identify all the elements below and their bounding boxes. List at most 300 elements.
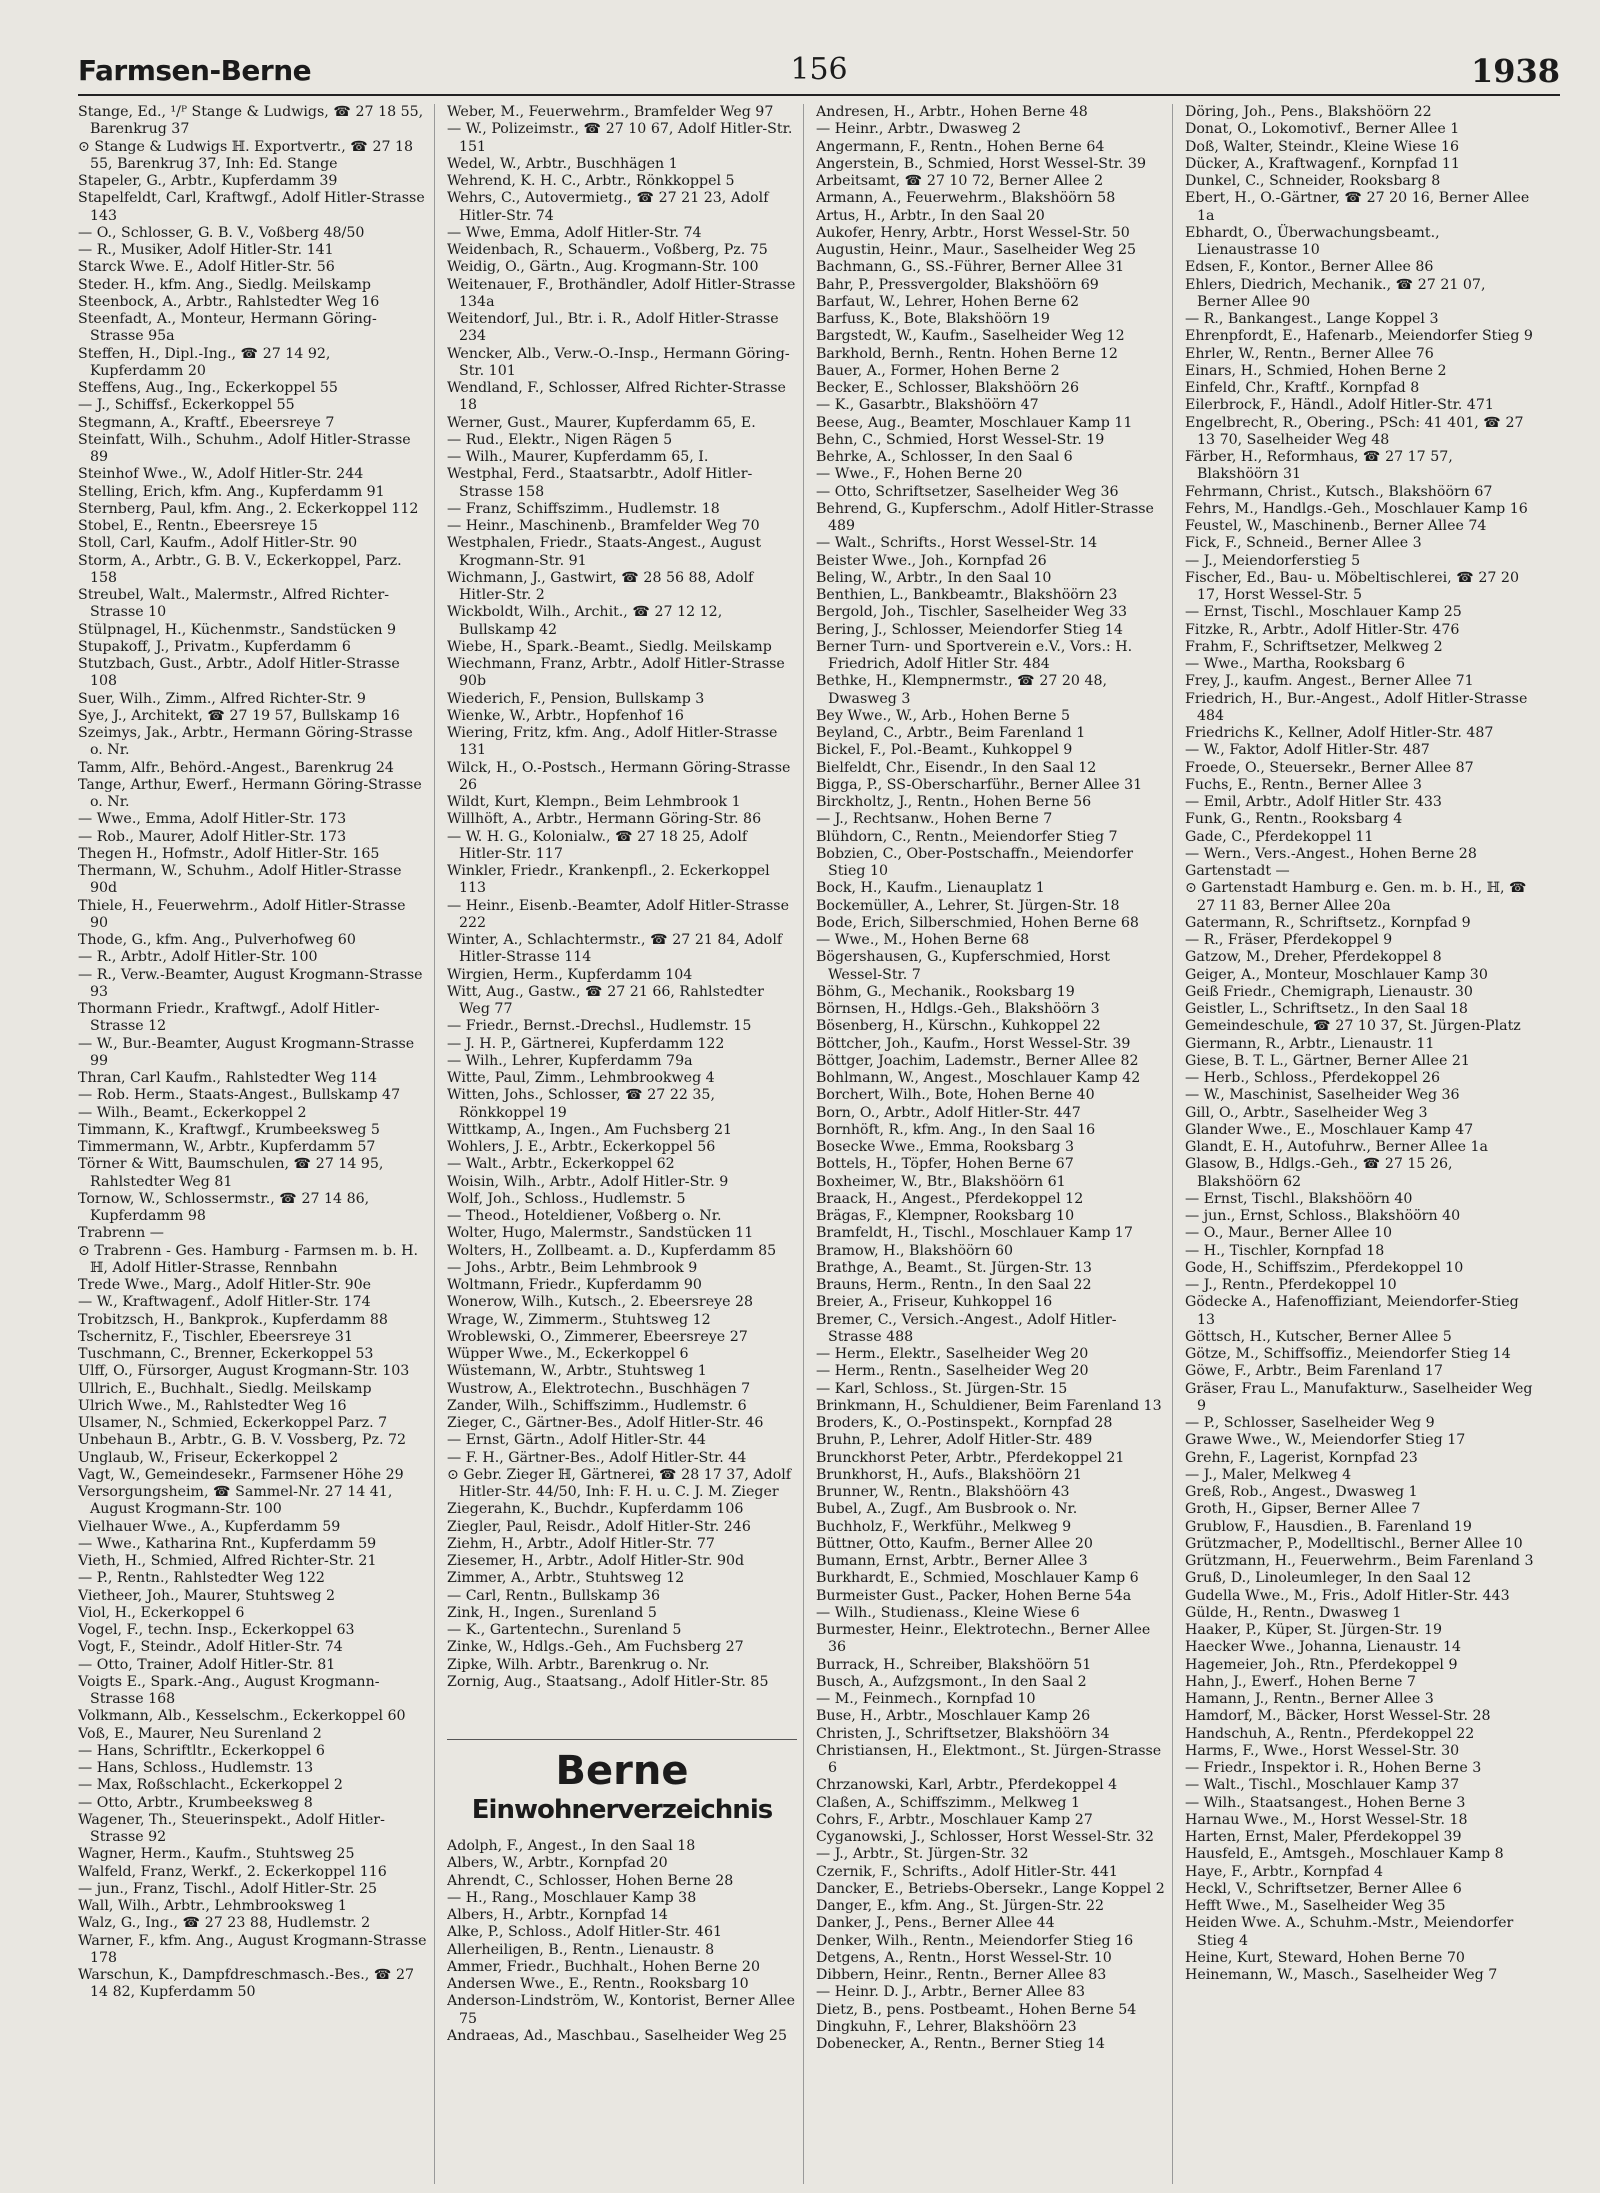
directory-entry: — W., Faktor, Adolf Hitler-Str. 487 [1185, 742, 1430, 759]
directory-entry: Bock, H., Kaufm., Lienauplatz 1 [816, 880, 1045, 897]
directory-entry: Busch, A., Aufzgsmont., In den Saal 2 [816, 1673, 1087, 1690]
directory-entry: Wustrow, A., Elektrotechn., Buschhägen 7 [447, 1380, 751, 1397]
directory-entry: Brunkhorst, H., Aufs., Blakshöörn 21 [816, 1466, 1082, 1483]
directory-entry: Stapelfeldt, Carl, Kraftwgf., Adolf Hitler-Strasse 143 [78, 190, 425, 224]
section-subtitle: Einwohnerverzeichnis [471, 1795, 773, 1825]
directory-entry: Bethke, H., Klempnermstr., ☎ 27 20 48, Dwasweg 3 [816, 673, 1108, 707]
directory-entry: Frahm, F., Schriftsetzer, Melkweg 2 [1185, 638, 1443, 655]
directory-entry: Thran, Carl Kaufm., Rahlstedter Weg 114 [78, 1070, 378, 1086]
directory-entry: Wohlers, J. E., Arbtr., Eckerkoppel 56 [447, 1139, 716, 1155]
directory-entry: Benthien, L., Bankbeamtr., Blakshöörn 23 [816, 587, 1118, 603]
directory-entry: — Ernst, Gärtn., Adolf Hitler-Str. 44 [447, 1432, 706, 1449]
directory-entry: Bode, Erich, Silberschmied, Hohen Berne 68 [816, 914, 1139, 931]
directory-entry: Alke, P., Schloss., Adolf Hitler-Str. 461 [447, 1924, 722, 1941]
directory-entry: — Max, Roßschlacht., Eckerkoppel 2 [78, 1777, 343, 1794]
page-number: 156 [790, 52, 848, 87]
directory-entry: Wiederich, F., Pension, Bullskamp 3 [447, 690, 705, 707]
directory-entry: Heiden Wwe. A., Schuhm.-Mstr., Meiendorfer Stieg 4 [1185, 1915, 1514, 1949]
directory-entry: Groth, H., Gipser, Berner Allee 7 [1185, 1501, 1421, 1518]
directory-entry: Buchholz, F., Werkführ., Melkweg 9 [816, 1518, 1072, 1535]
directory-entry: — Friedr., Inspektor i. R., Hohen Berne 3 [1185, 1760, 1482, 1776]
directory-entry: Wendland, F., Schlosser, Alfred Richter-Strasse 18 [447, 380, 786, 414]
directory-entry: Edsen, F., Kontor., Berner Allee 86 [1185, 259, 1434, 276]
page-year: 1938 [1470, 52, 1560, 90]
directory-entry: Törner & Witt, Baumschulen, ☎ 27 14 95, Rahlstedter Weg 81 [78, 1156, 384, 1190]
directory-entry: Zimmer, A., Arbtr., Stuhtsweg 12 [447, 1570, 685, 1587]
directory-entry: Färber, H., Reformhaus, ☎ 27 17 57, Blakshöörn 31 [1185, 449, 1453, 483]
directory-entry: — J., Rentn., Pferdekoppel 10 [1185, 1277, 1397, 1293]
section-heading [447, 1739, 797, 1826]
directory-entry: Albers, H., Arbtr., Kornpfad 14 [447, 1907, 668, 1923]
directory-entry: — P., Rentn., Rahlstedter Weg 122 [78, 1570, 325, 1587]
directory-entry: Gatzow, M., Dreher, Pferdekoppel 8 [1185, 949, 1442, 966]
directory-entry: Burmeister Gust., Packer, Hohen Berne 54a [816, 1587, 1132, 1604]
directory-entry: Ziegler, Paul, Reisdr., Adolf Hitler-Str. 246 [447, 1518, 751, 1535]
directory-entry: Wagner, Herm., Kaufm., Stuhtsweg 25 [78, 1846, 355, 1863]
directory-entry: — Rob., Maurer, Adolf Hitler-Str. 173 [78, 828, 347, 845]
directory-entry: Brunckhorst Peter, Arbtr., Pferdekoppel 21 [816, 1449, 1125, 1466]
directory-entry: Fuchs, E., Rentn., Berner Allee 3 [1185, 776, 1422, 793]
directory-entry: Vietheer, Joh., Maurer, Stuhtsweg 2 [78, 1587, 336, 1604]
directory-entry: Danker, J., Pens., Berner Allee 44 [816, 1915, 1055, 1932]
directory-entry: Buse, H., Arbtr., Moschlauer Kamp 26 [816, 1708, 1091, 1725]
directory-entry: — Wilh., Staatsangest., Hohen Berne 3 [1185, 1794, 1466, 1811]
directory-entry: Ammer, Friedr., Buchhalt., Hohen Berne 20 [447, 1958, 760, 1975]
directory-entry: Stange, Ed., ¹/ᴾ Stange & Ludwigs, ☎ 27 18 55, Barenkrug 37 [78, 104, 424, 138]
directory-entry: Doß, Walter, Steindr., Kleine Wiese 16 [1185, 138, 1460, 155]
directory-entry: Burkhardt, E., Schmied, Moschlauer Kamp 6 [816, 1570, 1139, 1587]
directory-entry: Gräser, Frau L., Manufakturw., Saselheider Weg 9 [1185, 1380, 1533, 1414]
directory-entry: Göwe, F., Arbtr., Beim Farenland 17 [1185, 1363, 1443, 1380]
directory-entry: Gade, C., Pferdekoppel 11 [1185, 828, 1374, 845]
directory-entry: Zipke, Wilh. Arbtr., Barenkrug o. Nr. [447, 1656, 710, 1673]
directory-entry: Bauer, A., Former, Hohen Berne 2 [816, 362, 1060, 379]
directory-entry: Steenbock, A., Arbtr., Rahlstedter Weg 16 [78, 293, 380, 310]
directory-entry: — Ernst, Tischl., Blakshöörn 40 [1185, 1190, 1413, 1207]
directory-column-3 [816, 104, 1173, 2184]
directory-entry: Burmester, Heinr., Elektrotechn., Berner Allee 36 [816, 1622, 1151, 1656]
directory-entry: Woltmann, Friedr., Kupferdamm 90 [447, 1277, 702, 1293]
directory-entry: Armann, A., Feuerwehrm., Blakshöörn 58 [816, 190, 1116, 207]
directory-entry: Bramow, H., Blakshöörn 60 [816, 1242, 1014, 1259]
directory-entry: Steinhof Wwe., W., Adolf Hitler-Str. 244 [78, 466, 364, 483]
directory-entry: Giermann, R., Arbtr., Lienaustr. 11 [1185, 1035, 1435, 1052]
directory-entry: — J., Rechtsanw., Hohen Berne 7 [816, 811, 1053, 828]
directory-entry: Glandt, E. H., Autofuhrw., Berner Allee 1a [1185, 1139, 1489, 1155]
directory-entry: — Wilh., Studienass., Kleine Wiese 6 [816, 1604, 1080, 1621]
directory-entry: Viol, H., Eckerkoppel 6 [78, 1604, 245, 1621]
directory-entry: Becker, E., Schlosser, Blakshöörn 26 [816, 380, 1079, 396]
directory-entry: — Wilh., Beamt., Eckerkoppel 2 [78, 1104, 307, 1121]
directory-entry: — H., Tischler, Kornpfad 18 [1185, 1242, 1385, 1259]
directory-entry: Fick, F., Schneid., Berner Allee 3 [1185, 535, 1422, 552]
directory-entry: Ziehm, H., Arbtr., Adolf Hitler-Str. 77 [447, 1535, 715, 1552]
directory-entry: Suer, Wilh., Zimm., Alfred Richter-Str. 9 [78, 690, 366, 707]
directory-entry: Trabrenn — [78, 1225, 164, 1242]
directory-entry: Barfuss, K., Bote, Blakshöörn 19 [816, 311, 1050, 327]
directory-entry: Wüpper Wwe., M., Eckerkoppel 6 [447, 1346, 689, 1362]
directory-entry: Gruß, D., Linoleumleger, In den Saal 12 [1185, 1570, 1472, 1587]
directory-entry: Geistler, L., Schriftsetz., In den Saal 18 [1185, 1001, 1468, 1017]
directory-entry: Wirgien, Herm., Kupferdamm 104 [447, 966, 693, 983]
directory-entry: ⊙ Gebr. Zieger ℍ, Gärtnerei, ☎ 28 17 37, Adolf Hitler-Str. 44/50, Inh: F. H. u. C. J. M. Zieger [447, 1466, 792, 1500]
directory-entry: Timmann, K., Kraftwgf., Krumbeeksweg 5 [78, 1121, 380, 1138]
directory-entry: Detgens, A., Rentn., Horst Wessel-Str. 10 [816, 1949, 1112, 1966]
directory-entry: — H., Rang., Moschlauer Kamp 38 [447, 1889, 697, 1906]
directory-entry: Steinfatt, Wilh., Schuhm., Adolf Hitler-Strasse 89 [78, 431, 411, 465]
directory-entry: Geiger, A., Monteur, Moschlauer Kamp 30 [1185, 966, 1488, 983]
directory-entry: — Herm., Rentn., Saselheider Weg 20 [816, 1363, 1089, 1380]
directory-entry: — Wwe., Emma, Adolf Hitler-Str. 173 [78, 811, 347, 828]
directory-entry: — Wwe., F., Hohen Berne 20 [816, 466, 1023, 483]
directory-entry: Beyland, C., Arbtr., Beim Farenland 1 [816, 725, 1086, 741]
page-header-place: Farmsen-Berne [78, 54, 312, 87]
directory-entry: — M., Feinmech., Kornpfad 10 [816, 1691, 1036, 1707]
directory-entry: Aukofer, Henry, Arbtr., Horst Wessel-Str. 50 [816, 224, 1130, 241]
directory-entry: Gatermann, R., Schriftsetz., Kornpfad 9 [1185, 914, 1471, 931]
directory-entry: Andersen Wwe., E., Rentn., Rooksbarg 10 [447, 1976, 749, 1992]
directory-entry: Gemeindeschule, ☎ 27 10 37, St. Jürgen-Platz [1185, 1018, 1521, 1035]
directory-entry: Winkler, Friedr., Krankenpfl., 2. Eckerkoppel 113 [447, 863, 770, 897]
directory-entry: Warner, F., kfm. Ang., August Krogmann-Strasse 178 [78, 1932, 427, 1966]
directory-entry: — Walt., Tischl., Moschlauer Kamp 37 [1185, 1777, 1460, 1794]
directory-entry: Haye, F., Arbtr., Kornpfad 4 [1185, 1863, 1384, 1880]
directory-entry: Hahn, J., Ewerf., Hohen Berne 7 [1185, 1673, 1416, 1690]
column-2-entries [447, 104, 797, 1691]
directory-entry: — jun., Franz, Tischl., Adolf Hitler-Str. 25 [78, 1880, 378, 1897]
directory-entry: Beling, W., Arbtr., In den Saal 10 [816, 569, 1052, 586]
directory-entry: Ebert, H., O.-Gärtner, ☎ 27 20 16, Berner Allee 1a [1185, 190, 1530, 224]
directory-entry: Geiß Friedr., Chemigraph, Lienaustr. 30 [1185, 983, 1473, 1000]
directory-entry: — Heinr., Arbtr., Dwasweg 2 [816, 121, 1021, 138]
directory-entry: Vogel, F., techn. Insp., Eckerkoppel 63 [78, 1622, 355, 1638]
directory-column-4 [1185, 104, 1541, 2184]
directory-entry: Hausfeld, E., Amtsgeh., Moschlauer Kamp 8 [1185, 1846, 1504, 1863]
directory-entry: Böttcher, Joh., Kaufm., Horst Wessel-Str. 39 [816, 1035, 1131, 1052]
directory-entry: — Heinr. D. J., Arbtr., Berner Allee 83 [816, 1984, 1086, 2001]
directory-entry: Andraeas, Ad., Maschbau., Saselheider Weg 25 [447, 2027, 787, 2044]
directory-entry: Brathge, A., Beamt., St. Jürgen-Str. 13 [816, 1259, 1092, 1276]
directory-entry: Bahr, P., Pressvergolder, Blakshöörn 69 [816, 276, 1099, 293]
directory-entry: Dingkuhn, F., Lehrer, Blakshöörn 23 [816, 2018, 1077, 2035]
directory-entry: Wolter, Hugo, Malermstr., Sandstücken 11 [447, 1225, 754, 1242]
directory-entry: Wilck, H., O.-Postsch., Hermann Göring-Strasse 26 [447, 759, 791, 793]
directory-entry: Bey Wwe., W., Arb., Hohen Berne 5 [816, 707, 1071, 724]
directory-entry: Bramfeldt, H., Tischl., Moschlauer Kamp 17 [816, 1225, 1133, 1242]
directory-entry: Andresen, H., Arbtr., Hohen Berne 48 [816, 104, 1088, 120]
directory-entry: Gill, O., Arbtr., Saselheider Weg 3 [1185, 1104, 1428, 1121]
directory-entry: Walz, G., Ing., ☎ 27 23 88, Hudlemstr. 2 [78, 1915, 371, 1932]
directory-entry: Trobitzsch, H., Bankprok., Kupferdamm 88 [78, 1311, 388, 1328]
directory-entry: Brunner, W., Rentn., Blakshöörn 43 [816, 1484, 1070, 1500]
directory-entry: Beese, Aug., Beamter, Moschlauer Kamp 11 [816, 414, 1133, 431]
directory-entry: Wroblewski, O., Zimmerer, Ebeersreye 27 [447, 1328, 748, 1345]
directory-entry: Dunkel, C., Schneider, Rooksbarg 8 [1185, 173, 1441, 189]
directory-entry: Unglaub, W., Friseur, Eckerkoppel 2 [78, 1449, 339, 1466]
directory-entry: Tschernitz, F., Tischler, Ebeersreye 31 [78, 1328, 353, 1345]
directory-entry: Barfaut, W., Lehrer, Hohen Berne 62 [816, 293, 1080, 310]
directory-column-2 [447, 104, 804, 2184]
directory-entry: Ullrich, E., Buchhalt., Siedlg. Meilskamp [78, 1380, 372, 1397]
directory-entry: Woisin, Wilh., Arbtr., Adolf Hitler-Str. 9 [447, 1173, 729, 1190]
directory-entry: Feustel, W., Maschinenb., Berner Allee 74 [1185, 518, 1487, 534]
directory-entry: Giese, B. T. L., Gärtner, Berner Allee 21 [1185, 1052, 1470, 1069]
directory-entry: Heine, Kurt, Steward, Hohen Berne 70 [1185, 1949, 1465, 1966]
directory-entry: — Wwe., Katharina Rnt., Kupferdamm 59 [78, 1535, 377, 1552]
directory-entry: — Emil, Arbtr., Adolf Hitler Str. 433 [1185, 794, 1442, 810]
directory-entry: Bögershausen, G., Kupferschmied, Horst Wessel-Str. 7 [816, 949, 1110, 983]
directory-entry: — W., Maschinist, Saselheider Weg 36 [1185, 1087, 1460, 1104]
directory-entry: Gartenstadt — [1185, 863, 1290, 879]
directory-entry: Steffens, Aug., Ing., Eckerkoppel 55 [78, 380, 338, 396]
directory-entry: Zieger, C., Gärtner-Bes., Adolf Hitler-Str. 46 [447, 1415, 764, 1431]
directory-entry: Dobenecker, A., Rentn., Berner Stieg 14 [816, 2036, 1105, 2052]
directory-entry: Ehrenpfordt, E., Hafenarb., Meiendorfer Stieg 9 [1185, 328, 1533, 345]
directory-entry: Börnsen, H., Hdlgs.-Geh., Blakshöörn 3 [816, 1001, 1100, 1017]
directory-entry: — W., Polizeimstr., ☎ 27 10 67, Adolf Hitler-Str. 151 [447, 121, 793, 155]
directory-entry: Chrzanowski, Karl, Arbtr., Pferdekoppel 4 [816, 1777, 1118, 1794]
directory-entry: Volkmann, Alb., Kesselschm., Eckerkoppel 60 [78, 1708, 406, 1725]
directory-entry: Thode, G., kfm. Ang., Pulverhofweg 60 [78, 932, 356, 948]
directory-entry: Zornig, Aug., Staatsang., Adolf Hitler-Str. 85 [447, 1673, 769, 1690]
directory-entry: Tuschmann, C., Brenner, Eckerkoppel 53 [78, 1346, 374, 1362]
directory-entry: Christen, J., Schriftsetzer, Blakshöörn 34 [816, 1725, 1110, 1742]
directory-entry: Haaker, P., Küper, St. Jürgen-Str. 19 [1185, 1622, 1443, 1638]
directory-entry: Wichmann, J., Gastwirt, ☎ 28 56 88, Adolf Hitler-Str. 2 [447, 569, 754, 603]
directory-entry: Bachmann, G., SS.-Führer, Berner Allee 31 [816, 259, 1125, 276]
directory-entry: Hefft Wwe., M., Saselheider Weg 35 [1185, 1898, 1446, 1914]
directory-entry: Zinke, W., Hdlgs.-Geh., Am Fuchsberg 27 [447, 1639, 744, 1656]
directory-entry: Thegen H., Hofmstr., Adolf Hitler-Str. 165 [78, 845, 380, 862]
directory-entry: Westphalen, Friedr., Staats-Angest., August Krogmann-Str. 91 [447, 535, 762, 569]
directory-entry: Funk, G., Rentn., Rooksbarg 4 [1185, 811, 1403, 828]
directory-entry: — R., Bankangest., Lange Koppel 3 [1185, 311, 1439, 327]
directory-entry: — J., Meiendorferstieg 5 [1185, 552, 1361, 569]
directory-entry: Augustin, Heinr., Maur., Saselheider Weg 25 [816, 242, 1137, 258]
directory-entry: Stülpnagel, H., Küchenmstr., Sandstücken 9 [78, 621, 397, 638]
directory-entry: — Heinr., Maschinenb., Bramfelder Weg 70 [447, 518, 760, 534]
directory-entry: Szeimys, Jak., Arbtr., Hermann Göring-Strasse o. Nr. [78, 725, 413, 759]
directory-entry: Tamm, Alfr., Behörd.-Angest., Barenkrug 24 [78, 759, 394, 776]
directory-entry: Haecker Wwe., Johanna, Lienaustr. 14 [1185, 1639, 1462, 1656]
directory-entry: — J., Schiffsf., Eckerkoppel 55 [78, 397, 295, 414]
column-2-section-entries [447, 1838, 797, 2045]
directory-entry: Harten, Ernst, Maler, Pferdekoppel 39 [1185, 1829, 1462, 1845]
directory-entry: Braack, H., Angest., Pferdekoppel 12 [816, 1190, 1084, 1207]
directory-entry: Bosecke Wwe., Emma, Rooksbarg 3 [816, 1139, 1075, 1155]
directory-entry: Ulrich Wwe., M., Rahlstedter Weg 16 [78, 1397, 347, 1414]
directory-entry: Ahrendt, C., Schlosser, Hohen Berne 28 [447, 1872, 734, 1889]
directory-entry: Bornhöft, R., kfm. Ang., In den Saal 16 [816, 1121, 1096, 1138]
directory-entry: Bubel, A., Zugf., Am Busbrook o. Nr. [816, 1501, 1078, 1518]
directory-entry: — Wwe., M., Hohen Berne 68 [816, 932, 1030, 948]
directory-entry: Stutzbach, Gust., Arbtr., Adolf Hitler-Strasse 108 [78, 656, 400, 690]
directory-entry: Werner, Gust., Maurer, Kupferdamm 65, E. [447, 414, 756, 431]
directory-entry: — J., Arbtr., St. Jürgen-Str. 32 [816, 1846, 1029, 1863]
directory-entry: Albers, W., Arbtr., Kornpfad 20 [447, 1855, 668, 1872]
directory-entry: — Hans, Schriftltr., Eckerkoppel 6 [78, 1742, 325, 1759]
directory-entry: Wedel, W., Arbtr., Buschhägen 1 [447, 155, 678, 172]
directory-entry: Donat, O., Lokomotivf., Berner Allee 1 [1185, 121, 1460, 138]
directory-entry: Allerheiligen, B., Rentn., Lienaustr. 8 [447, 1941, 715, 1958]
directory-entry: Gödecke A., Hafenoffiziant, Meiendorfer-Stieg 13 [1185, 1294, 1519, 1328]
directory-entry: Christiansen, H., Elektmont., St. Jürgen-Strasse 6 [816, 1742, 1162, 1776]
directory-entry: — Walt., Arbtr., Eckerkoppel 62 [447, 1156, 675, 1173]
directory-entry: Witte, Paul, Zimm., Lehmbrookweg 4 [447, 1070, 715, 1086]
directory-entry: Büttner, Otto, Kaufm., Berner Allee 20 [816, 1535, 1093, 1552]
directory-entry: Dancker, E., Betriebs-Obersekr., Lange Koppel 2 [816, 1880, 1165, 1897]
directory-entry: Brauns, Herm., Rentn., In den Saal 22 [816, 1277, 1092, 1293]
directory-entry: Wildt, Kurt, Klempn., Beim Lehmbrook 1 [447, 794, 741, 810]
directory-entry: Stelling, Erich, kfm. Ang., Kupferdamm 91 [78, 483, 385, 500]
directory-entry: Wencker, Alb., Verw.-O.-Insp., Hermann Göring-Str. 101 [447, 345, 790, 379]
directory-entry: Sye, J., Architekt, ☎ 27 19 57, Bullskamp 16 [78, 707, 400, 724]
directory-entry: — F. H., Gärtner-Bes., Adolf Hitler-Str. 44 [447, 1449, 747, 1466]
directory-entry: Bigga, P., SS-Oberscharführ., Berner Allee 31 [816, 776, 1143, 793]
directory-entry: ⊙ Stange & Ludwigs ℍ. Exportvertr., ☎ 27 18 55, Barenkrug 37, Inh: Ed. Stange [78, 138, 414, 172]
directory-entry: Grützmann, H., Feuerwehrm., Beim Farenland 3 [1185, 1553, 1534, 1569]
page-header [78, 52, 1560, 96]
directory-entry: Vielhauer Wwe., A., Kupferdamm 59 [78, 1518, 341, 1535]
directory-entry: Burrack, H., Schreiber, Blakshöörn 51 [816, 1656, 1092, 1673]
directory-entry: Handschuh, A., Rentn., Pferdekoppel 22 [1185, 1725, 1475, 1742]
directory-entry: Fehrmann, Christ., Kutsch., Blakshöörn 67 [1185, 483, 1493, 500]
directory-entry: Steenfadt, A., Monteur, Hermann Göring-Strasse 95a [78, 311, 377, 345]
directory-entry: Thormann Friedr., Kraftwgf., Adolf Hitler-Strasse 12 [78, 1001, 380, 1035]
directory-entry: — J. H. P., Gärtnerei, Kupferdamm 122 [447, 1035, 725, 1052]
directory-entry: Witten, Johs., Schlosser, ☎ 27 22 35, Rönkkoppel 19 [447, 1087, 715, 1121]
directory-entry: — Wwe., Martha, Rooksbarg 6 [1185, 656, 1406, 672]
directory-entry: Hamdorf, M., Bäcker, Horst Wessel-Str. 28 [1185, 1708, 1491, 1725]
directory-entry: Fehrs, M., Handlgs.-Geh., Moschlauer Kamp 16 [1185, 500, 1528, 517]
directory-entry: Wickboldt, Wilh., Archit., ☎ 27 12 12, Bullskamp 42 [447, 604, 723, 638]
directory-entry: Bielfeldt, Chr., Eisendr., In den Saal 12 [816, 759, 1097, 776]
directory-entry: Thermann, W., Schuhm., Adolf Hitler-Strasse 90d [78, 863, 402, 897]
directory-entry: — Hans, Schloss., Hudlemstr. 13 [78, 1760, 314, 1776]
directory-entry: Bösenberg, H., Kürschn., Kuhkoppel 22 [816, 1018, 1101, 1035]
directory-entry: Bobzien, C., Ober-Postschaffn., Meiendorfer Stieg 10 [816, 845, 1134, 879]
directory-entry: Warschun, K., Dampfdreschmasch.-Bes., ☎ 27 14 82, Kupferdamm 50 [78, 1967, 415, 2001]
directory-entry: — P., Schlosser, Saselheider Weg 9 [1185, 1415, 1435, 1431]
directory-entry: Walfeld, Franz, Werkf., 2. Eckerkoppel 116 [78, 1863, 387, 1880]
directory-entry: Danger, E., kfm. Ang., St. Jürgen-Str. 22 [816, 1898, 1105, 1914]
directory-entry: Weidig, O., Gärtn., Aug. Krogmann-Str. 100 [447, 259, 759, 276]
directory-entry: Wiering, Fritz, kfm. Ang., Adolf Hitler-Strasse 131 [447, 725, 778, 759]
directory-entry: Weber, M., Feuerwehrm., Bramfelder Weg 97 [447, 104, 774, 120]
directory-entry: Bargstedt, W., Kaufm., Saselheider Weg 12 [816, 328, 1125, 345]
directory-entry: Vogt, F., Steindr., Adolf Hitler-Str. 74 [78, 1639, 343, 1656]
directory-entry: Heinemann, W., Masch., Saselheider Weg 7 [1185, 1967, 1498, 1983]
directory-entry: Wrage, W., Zimmerm., Stuhtsweg 12 [447, 1311, 711, 1328]
directory-entry: Weitenauer, F., Brothändler, Adolf Hitler-Strasse 134a [447, 276, 796, 310]
directory-entry: Anderson-Lindström, W., Kontorist, Berner Allee 75 [447, 1993, 795, 2027]
directory-entry: Cohrs, F., Arbtr., Moschlauer Kamp 27 [816, 1811, 1093, 1828]
directory-entry: Wüstemann, W., Arbtr., Stuhtsweg 1 [447, 1363, 707, 1380]
directory-entry: Zander, Wilh., Schiffszimm., Hudlemstr. 6 [447, 1397, 747, 1414]
directory-column-1 [78, 104, 435, 2184]
directory-entry: Cyganowski, J., Schlosser, Horst Wessel-Str. 32 [816, 1829, 1154, 1845]
directory-entry: Ziegerahn, K., Buchdr., Kupferdamm 106 [447, 1501, 744, 1518]
directory-entry: Tornow, W., Schlossermstr., ☎ 27 14 86, Kupferdamm 98 [78, 1190, 370, 1224]
directory-entry: Götze, M., Schiffsoffiz., Meiendorfer Stieg 14 [1185, 1346, 1511, 1362]
directory-entry: Barkhold, Bernh., Rentn. Hohen Berne 12 [816, 345, 1118, 362]
directory-entry: ⊙ Trabrenn - Ges. Hamburg - Farmsen m. b. H. ℍ, Adolf Hitler-Strasse, Rennbahn [78, 1242, 419, 1276]
directory-entry: Stapeler, G., Arbtr., Kupferdamm 39 [78, 173, 338, 189]
directory-entry: Versorgungsheim, ☎ Sammel-Nr. 27 14 41, August Krogmann-Str. 100 [78, 1484, 393, 1518]
directory-entry: Sternberg, Paul, kfm. Ang., 2. Eckerkoppel 112 [78, 500, 419, 517]
directory-entry: Tange, Arthur, Ewerf., Hermann Göring-Strasse o. Nr. [78, 776, 422, 810]
directory-entry: Engelbrecht, R., Obering., PSch: 41 401, ☎ 27 13 70, Saselheider Weg 48 [1185, 414, 1524, 448]
directory-entry: Bering, J., Schlosser, Meiendorfer Stieg 14 [816, 621, 1123, 638]
directory-entry: Behrke, A., Schlosser, In den Saal 6 [816, 449, 1073, 465]
directory-entry: Wehrend, K. H. C., Arbtr., Rönkkoppel 5 [447, 173, 735, 189]
directory-entry: — O., Schlosser, G. B. V., Voßberg 48/50 [78, 224, 365, 241]
directory-entry: — Theod., Hoteldiener, Voßberg o. Nr. [447, 1208, 722, 1224]
directory-entry: — Carl, Rentn., Bullskamp 36 [447, 1587, 661, 1604]
directory-entry: Grützmacher, P., Modelltischl., Berner Allee 10 [1185, 1535, 1523, 1552]
directory-entry: Wittkamp, A., Ingen., Am Fuchsberg 21 [447, 1121, 733, 1138]
directory-entry: Willhöft, A., Arbtr., Hermann Göring-Str. 86 [447, 811, 762, 828]
directory-entry: Glasow, B., Hdlgs.-Geh., ☎ 27 15 26, Blakshöörn 62 [1185, 1156, 1453, 1190]
directory-entry: — Otto, Arbtr., Krumbeeksweg 8 [78, 1794, 313, 1811]
directory-entry: Bohlmann, W., Angest., Moschlauer Kamp 42 [816, 1070, 1141, 1086]
directory-entry: — Walt., Schrifts., Horst Wessel-Str. 14 [816, 535, 1098, 552]
directory-entry: Unbehaun B., Arbtr., G. B. V. Vossberg, Pz. 72 [78, 1432, 407, 1449]
directory-entry: Ulsamer, N., Schmied, Eckerkoppel Parz. 7 [78, 1415, 388, 1431]
directory-entry: Bockemüller, A., Lehrer, St. Jürgen-Str. 18 [816, 897, 1120, 914]
directory-entry: Ziesemer, H., Arbtr., Adolf Hitler-Str. 90d [447, 1553, 745, 1569]
directory-entry: Behn, C., Schmied, Horst Wessel-Str. 19 [816, 431, 1105, 448]
directory-entry: — Wwe, Emma, Adolf Hitler-Str. 74 [447, 224, 702, 241]
directory-entry: Westphal, Ferd., Staatsarbtr., Adolf Hitler-Strasse 158 [447, 466, 753, 500]
directory-entry: — Otto, Trainer, Adolf Hitler-Str. 81 [78, 1656, 336, 1673]
directory-entry: Glander Wwe., E., Moschlauer Kamp 47 [1185, 1121, 1474, 1138]
directory-entry: — W., Bur.-Beamter, August Krogmann-Strasse 99 [78, 1035, 415, 1069]
directory-entry: — Ernst, Tischl., Moschlauer Kamp 25 [1185, 604, 1462, 621]
directory-entry: — R., Musiker, Adolf Hitler-Str. 141 [78, 242, 334, 258]
directory-entry: Angermann, F., Rentn., Hohen Berne 64 [816, 138, 1105, 155]
directory-entry: Steffen, H., Dipl.-Ing., ☎ 27 14 92, Kupferdamm 20 [78, 345, 331, 379]
directory-entry: Heckl, V., Schriftsetzer, Berner Allee 6 [1185, 1880, 1462, 1897]
directory-entry: Wolf, Joh., Schloss., Hudlemstr. 5 [447, 1190, 686, 1207]
directory-entry: Böttger, Joachim, Lademstr., Berner Allee 82 [816, 1052, 1139, 1069]
directory-entry: Starck Wwe. E., Adolf Hitler-Str. 56 [78, 259, 335, 276]
section-title: Berne [555, 1748, 689, 1794]
directory-entry: Adolph, F., Angest., In den Saal 18 [447, 1838, 696, 1854]
directory-entry: — Wern., Vers.-Angest., Hohen Berne 28 [1185, 845, 1477, 862]
directory-entry: Birckholtz, J., Rentn., Hohen Berne 56 [816, 794, 1092, 810]
directory-entry: Ebhardt, O., Überwachungsbeamt., Lienaustrasse 10 [1185, 224, 1440, 258]
directory-entry: — Johs., Arbtr., Beim Lehmbrook 9 [447, 1259, 698, 1276]
directory-columns [78, 104, 1560, 2184]
directory-entry: Beister Wwe., Joh., Kornpfad 26 [816, 552, 1047, 569]
directory-entry: Hamann, J., Rentn., Berner Allee 3 [1185, 1691, 1434, 1707]
directory-entry: Stobel, E., Rentn., Ebeersreye 15 [78, 518, 318, 534]
directory-entry: — R., Arbtr., Adolf Hitler-Str. 100 [78, 949, 318, 966]
directory-entry: — O., Maur., Berner Allee 10 [1185, 1225, 1393, 1242]
directory-entry: Denker, Wilh., Rentn., Meiendorfer Stieg 16 [816, 1932, 1134, 1949]
directory-entry: Behrend, G., Kupferschm., Adolf Hitler-Strasse 489 [816, 500, 1154, 534]
directory-entry: Stupakoff, J., Privatm., Kupferdamm 6 [78, 638, 351, 655]
directory-entry: Friedrichs K., Kellner, Adolf Hitler-Str. 487 [1185, 725, 1494, 741]
directory-entry: Brägas, F., Klempner, Rooksbarg 10 [816, 1208, 1075, 1224]
directory-entry: Grawe Wwe., W., Meiendorfer Stieg 17 [1185, 1432, 1466, 1449]
directory-entry: Friedrich, H., Bur.-Angest., Adolf Hitler-Strasse 484 [1185, 690, 1528, 724]
directory-entry: Born, O., Arbtr., Adolf Hitler-Str. 447 [816, 1104, 1081, 1121]
directory-entry: — Herm., Elektr., Saselheider Weg 20 [816, 1346, 1089, 1362]
directory-entry: Wiechmann, Franz, Arbtr., Adolf Hitler-Strasse 90b [447, 656, 785, 690]
directory-entry: Bumann, Ernst, Arbtr., Berner Allee 3 [816, 1553, 1088, 1569]
